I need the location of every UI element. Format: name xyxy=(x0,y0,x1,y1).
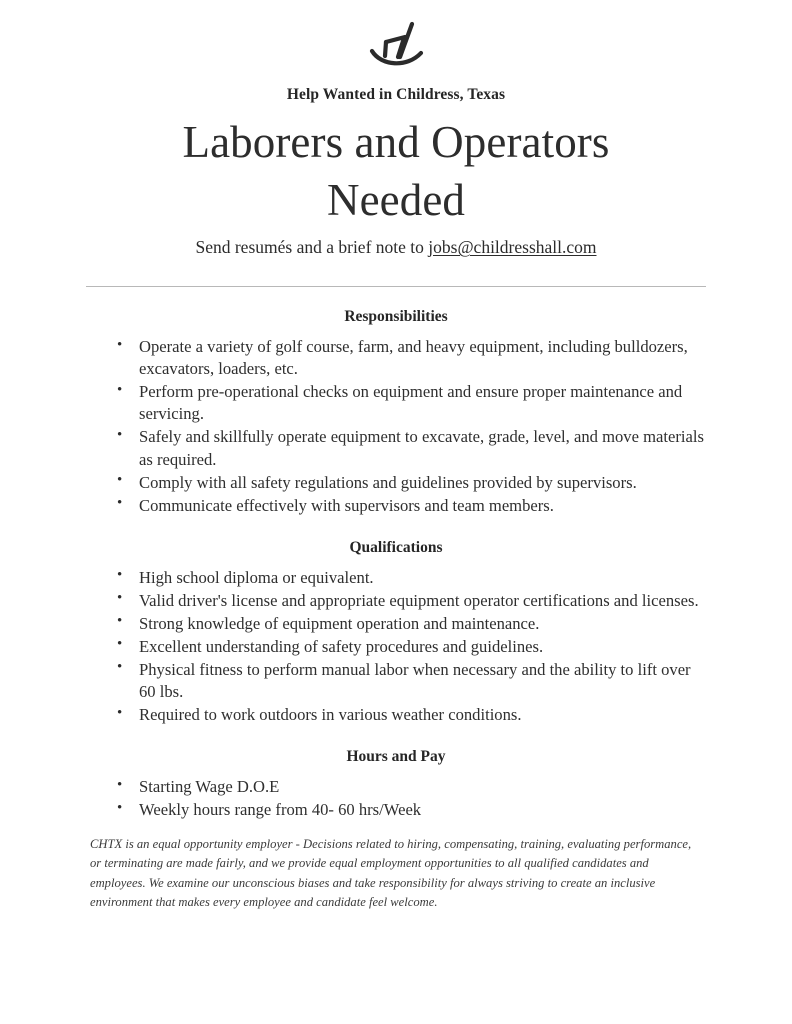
list-item: • Physical fitness to perform manual labor when necessary and the ability to lift over 60 lbs. xyxy=(86,659,706,703)
hours-and-pay-list xyxy=(86,776,706,821)
list-item: • Communicate effectively with supervisors and team members. xyxy=(86,495,706,517)
section-heading: Qualifications xyxy=(349,538,443,556)
responsibilities-list xyxy=(86,336,706,517)
list-item: • Strong knowledge of equipment operation and maintenance. xyxy=(86,613,706,635)
contact-instruction-prefix: Send resumés and a brief note to xyxy=(195,237,429,258)
list-item: • Comply with all safety regulations and guidelines provided by supervisors. xyxy=(86,472,706,494)
header-divider xyxy=(86,286,706,287)
page-title xyxy=(0,114,792,229)
headline-line-2: Needed xyxy=(326,174,466,225)
headline-line-1: Laborers and Operators xyxy=(182,117,610,167)
list-item: • Operate a variety of golf course, farm, and heavy equipment, including bulldozers, excavators, loaders, etc. xyxy=(86,336,706,380)
section-responsibilities xyxy=(86,308,706,517)
list-item: • Weekly hours range from 40- 60 hrs/Week xyxy=(86,799,706,821)
email-link[interactable]: jobs@childresshall.com xyxy=(428,237,597,258)
list-item: • Starting Wage D.O.E xyxy=(86,776,706,798)
section-heading: Hours and Pay xyxy=(346,748,446,766)
section-hours-and-pay xyxy=(86,748,706,821)
list-item: • Required to work outdoors in various weather conditions. xyxy=(86,704,706,726)
section-heading: Responsibilities xyxy=(344,308,448,326)
list-item: • Excellent understanding of safety procedures and guidelines. xyxy=(86,636,706,658)
kicker-text: Help Wanted in Childress, Texas xyxy=(286,86,506,103)
logo-container xyxy=(0,0,792,72)
contact-instruction xyxy=(0,237,792,258)
rocking-chair-icon xyxy=(365,20,427,72)
equal-opportunity-disclaimer: CHTX is an equal opportunity employer - Decisions related to hiring, compensating, training, evaluating performance, or terminating are made fairly, and we provide equal employment opportunities to all qualified candidates and employees. We examine our unconscious biases and take responsibility for always striving to create an inclusive environment that makes every employee and candidate feel welcome. xyxy=(90,837,692,909)
section-qualifications xyxy=(86,539,706,726)
list-item: • Valid driver's license and appropriate equipment operator certifications and licenses. xyxy=(86,590,706,612)
list-item: • Perform pre-operational checks on equipment and ensure proper maintenance and servicing. xyxy=(86,381,706,425)
list-item: • High school diploma or equivalent. xyxy=(86,567,706,589)
list-item: • Safely and skillfully operate equipment to excavate, grade, level, and move materials as required. xyxy=(86,426,706,470)
qualifications-list xyxy=(86,567,706,726)
